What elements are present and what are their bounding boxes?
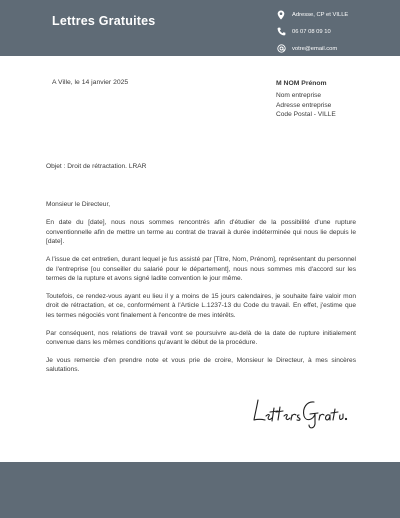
- location-pin-icon: [276, 10, 286, 20]
- contact-phone-text: 06 07 08 09 10: [292, 28, 331, 35]
- paragraph-3: Toutefois, ce rendez-vous ayant eu lieu il y a moins de 15 jours calendaires, je souhaite faire valoir mon droit de rétractation, et ce, conformément à l'Article L.1237-13 du Code du travail. En effet, j'estime que les termes négociés vont finalement à l'encontre de mes intérêts.: [46, 292, 356, 319]
- contact-phone: [276, 23, 348, 40]
- paragraph-2: A l'issue de cet entretien, durant lequel je fus assisté par [Titre, Nom, Prénom], représentant du personnel de l'entreprise [ou conseiller du salarié pour le département], nous nous sommes mis d'accord sur les termes de la rupture et avons signé ladite convention le jour même.: [46, 256, 356, 282]
- contact-block: [276, 6, 348, 57]
- paragraph-5: Je vous remercie d'en prendre note et vous prie de croire, Monsieur le Directeur, à mes sincères salutations.: [46, 356, 356, 374]
- header-band: [0, 0, 400, 56]
- recipient-block: [276, 79, 336, 119]
- paragraph-1: En date du [date], nous nous sommes rencontrés afin d'étudier de la possibilité d'une rupture conventionnelle afin de mettre un terme au contrat de travail à durée indéterminée qui nous lie depuis le [date].: [46, 219, 356, 246]
- paragraph-4: Par conséquent, nos relations de travail vont se poursuivre au-delà de la date de rupture initialement convenue dans les mêmes conditions qu'avant le début de la procédure.: [46, 329, 356, 346]
- handwritten-signature: [252, 392, 348, 430]
- letter-subject: Objet : Droit de rétractation. LRAR: [46, 163, 147, 170]
- contact-address-text: Adresse, CP et VILLE: [292, 11, 349, 18]
- contact-address: [276, 6, 348, 23]
- recipient-name: M NOM Prénom: [276, 80, 327, 87]
- contact-email: [276, 40, 348, 57]
- salutation: Monsieur le Directeur,: [46, 201, 111, 208]
- at-sign-icon: [276, 44, 286, 54]
- phone-icon: [276, 27, 286, 37]
- recipient-address: Adresse entreprise: [276, 101, 332, 109]
- footer-band: [0, 462, 400, 518]
- letter-body: [46, 200, 356, 383]
- contact-email-text: votre@email.com: [292, 45, 338, 52]
- place-date: A Ville, le 14 janvier 2025: [52, 79, 129, 86]
- brand-title: Lettres Gratuites: [52, 14, 156, 28]
- recipient-company: Nom entreprise: [276, 92, 322, 100]
- recipient-city: Code Postal - VILLE: [276, 110, 336, 118]
